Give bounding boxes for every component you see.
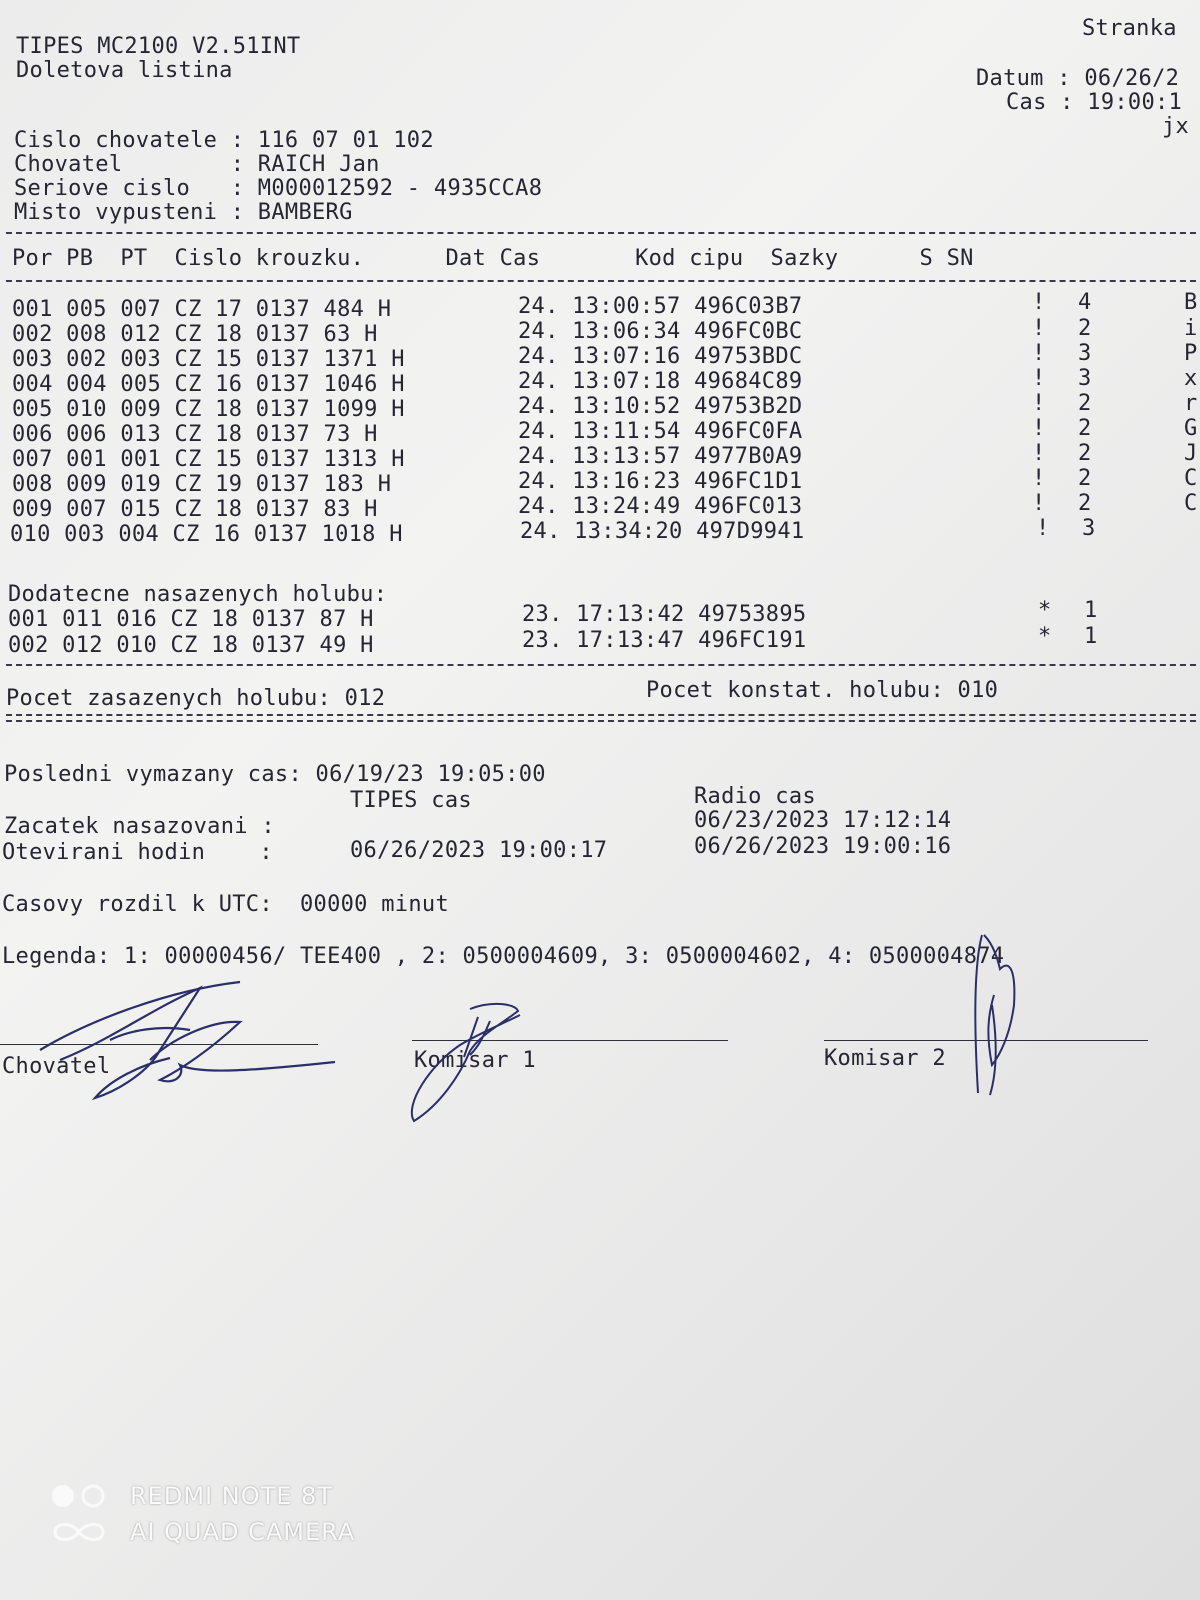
row-sn: 2: [1078, 491, 1092, 516]
row-s: !: [1032, 391, 1046, 416]
row-extra: r: [1184, 391, 1198, 416]
opening-label: Otevirani hodin :: [2, 840, 273, 865]
opening-radio-time: 06/26/2023 19:00:16: [694, 834, 952, 859]
divider-top: [6, 232, 1196, 234]
camera-type: AI QUAD CAMERA: [130, 1518, 356, 1546]
camera-watermark: [50, 1478, 355, 1550]
start-radio-time: 06/23/2023 17:12:14: [694, 808, 952, 833]
row-time-chip: 24. 13:11:54 496FC0FA: [518, 419, 803, 444]
total-entered: Pocet zasazenych holubu: 012: [6, 686, 386, 711]
row-s: !: [1032, 366, 1046, 391]
row-extra: x: [1184, 366, 1198, 391]
last-cleared-time: Posledni vymazany cas: 06/19/23 19:05:00: [4, 762, 546, 787]
row-ring: 002 008 012 CZ 18 0137 63 H: [12, 322, 378, 347]
row-ring: 008 009 019 CZ 19 0137 183 H: [12, 472, 392, 497]
row-sn: 3: [1078, 341, 1092, 366]
row-s: !: [1032, 341, 1046, 366]
row-s: !: [1032, 316, 1046, 341]
document-title: Doletova listina: [16, 58, 233, 83]
breeder-name: Chovatel : RAICH Jan: [14, 152, 380, 177]
breeder-signature: [0, 980, 340, 1110]
page-label: Stranka: [1082, 16, 1177, 41]
row-time-chip: 23. 17:13:47 496FC191: [522, 628, 807, 653]
time-line: Cas : 19:00:1: [1006, 90, 1183, 115]
row-sn: 1: [1084, 598, 1098, 623]
commissioner-1-signature: [400, 995, 540, 1125]
commissioner-1-label: Komisar 1: [414, 1048, 536, 1073]
row-ring: 003 002 003 CZ 15 0137 1371 H: [12, 347, 405, 372]
date-line: Datum : 06/26/2: [976, 66, 1180, 91]
row-sn: 3: [1082, 516, 1096, 541]
row-s: !: [1032, 441, 1046, 466]
commissioner-2-signature: [970, 925, 1040, 1105]
row-sn: 4: [1078, 290, 1092, 315]
row-extra: J: [1184, 441, 1198, 466]
row-extra: P: [1184, 341, 1198, 366]
row-s: *: [1038, 624, 1052, 649]
row-time-chip: 24. 13:07:16 49753BDC: [518, 344, 803, 369]
row-extra: i: [1184, 316, 1198, 341]
serial-number: Seriove cislo : M000012592 - 4935CCA8: [14, 176, 543, 201]
row-time-chip: 24. 13:00:57 496C03B7: [518, 294, 803, 319]
divider-double: [6, 714, 1196, 716]
row-time-chip: 24. 13:13:57 4977B0A9: [518, 444, 803, 469]
total-clocked: Pocet konstat. holubu: 010: [646, 678, 999, 703]
divider-header: [6, 280, 1196, 282]
row-ring: 005 010 009 CZ 18 0137 1099 H: [12, 397, 405, 422]
radio-time-header: Radio cas: [694, 784, 816, 809]
row-extra: B: [1184, 290, 1198, 315]
row-sn: 2: [1078, 441, 1092, 466]
row-time-chip: 23. 17:13:42 49753895: [522, 602, 807, 627]
row-s: !: [1032, 416, 1046, 441]
row-ring: 001 011 016 CZ 18 0137 87 H: [8, 607, 374, 632]
row-s: !: [1032, 491, 1046, 516]
utc-offset: Casovy rozdil k UTC: 00000 minut: [2, 892, 449, 917]
camera-logo-icon: [50, 1483, 108, 1509]
row-time-chip: 24. 13:16:23 496FC1D1: [518, 469, 803, 494]
initials: jx: [1162, 114, 1190, 139]
start-label: Zacatek nasazovani :: [4, 814, 275, 839]
row-ring: 006 006 013 CZ 18 0137 73 H: [12, 422, 378, 447]
row-sn: 2: [1078, 416, 1092, 441]
row-s: !: [1032, 290, 1046, 315]
camera-model: REDMI NOTE 8T: [130, 1482, 333, 1510]
row-sn: 3: [1078, 366, 1092, 391]
row-ring: 010 003 004 CZ 16 0137 1018 H: [10, 522, 403, 547]
tipes-time-header: TIPES cas: [350, 788, 472, 813]
breeder-signature-label: Chovatel: [2, 1054, 111, 1079]
row-time-chip: 24. 13:10:52 49753B2D: [518, 394, 803, 419]
row-ring: 001 005 007 CZ 17 0137 484 H: [12, 297, 392, 322]
commissioner-2-label: Komisar 2: [824, 1046, 946, 1071]
row-ring: 002 012 010 CZ 18 0137 49 H: [8, 633, 374, 658]
row-s: *: [1038, 598, 1052, 623]
row-ring: 009 007 015 CZ 18 0137 83 H: [12, 497, 378, 522]
row-ring: 004 004 005 CZ 16 0137 1046 H: [12, 372, 405, 397]
legend: Legenda: 1: 00000456/ TEE400 , 2: 0500004609, 3: 0500004602, 4: 0500004874: [2, 944, 1005, 969]
table-header: Por PB PT Cislo krouzku. Dat Cas Kod cipu Sazky S SN: [12, 246, 974, 271]
additional-title: Dodatecne nasazenych holubu:: [8, 582, 388, 607]
row-time-chip: 24. 13:34:20 497D9941: [520, 519, 805, 544]
row-time-chip: 24. 13:06:34 496FC0BC: [518, 319, 803, 344]
release-place: Misto vypusteni : BAMBERG: [14, 200, 353, 225]
row-s: !: [1036, 516, 1050, 541]
row-extra: C: [1184, 466, 1198, 491]
row-sn: 2: [1078, 316, 1092, 341]
device-name: TIPES MC2100 V2.51INT: [16, 34, 301, 59]
row-ring: 007 001 001 CZ 15 0137 1313 H: [12, 447, 405, 472]
row-time-chip: 24. 13:07:18 49684C89: [518, 369, 803, 394]
row-sn: 2: [1078, 466, 1092, 491]
camera-logo-icon-2: [50, 1519, 108, 1545]
row-time-chip: 24. 13:24:49 496FC013: [518, 494, 803, 519]
breeder-number: Cislo chovatele : 116 07 01 102: [14, 128, 434, 153]
opening-tipes-time: 06/26/2023 19:00:17: [350, 838, 608, 863]
row-s: !: [1032, 466, 1046, 491]
divider-totals: [6, 664, 1196, 666]
row-extra: G: [1184, 416, 1198, 441]
row-sn: 1: [1084, 624, 1098, 649]
row-sn: 2: [1078, 391, 1092, 416]
row-extra: C: [1184, 491, 1198, 516]
